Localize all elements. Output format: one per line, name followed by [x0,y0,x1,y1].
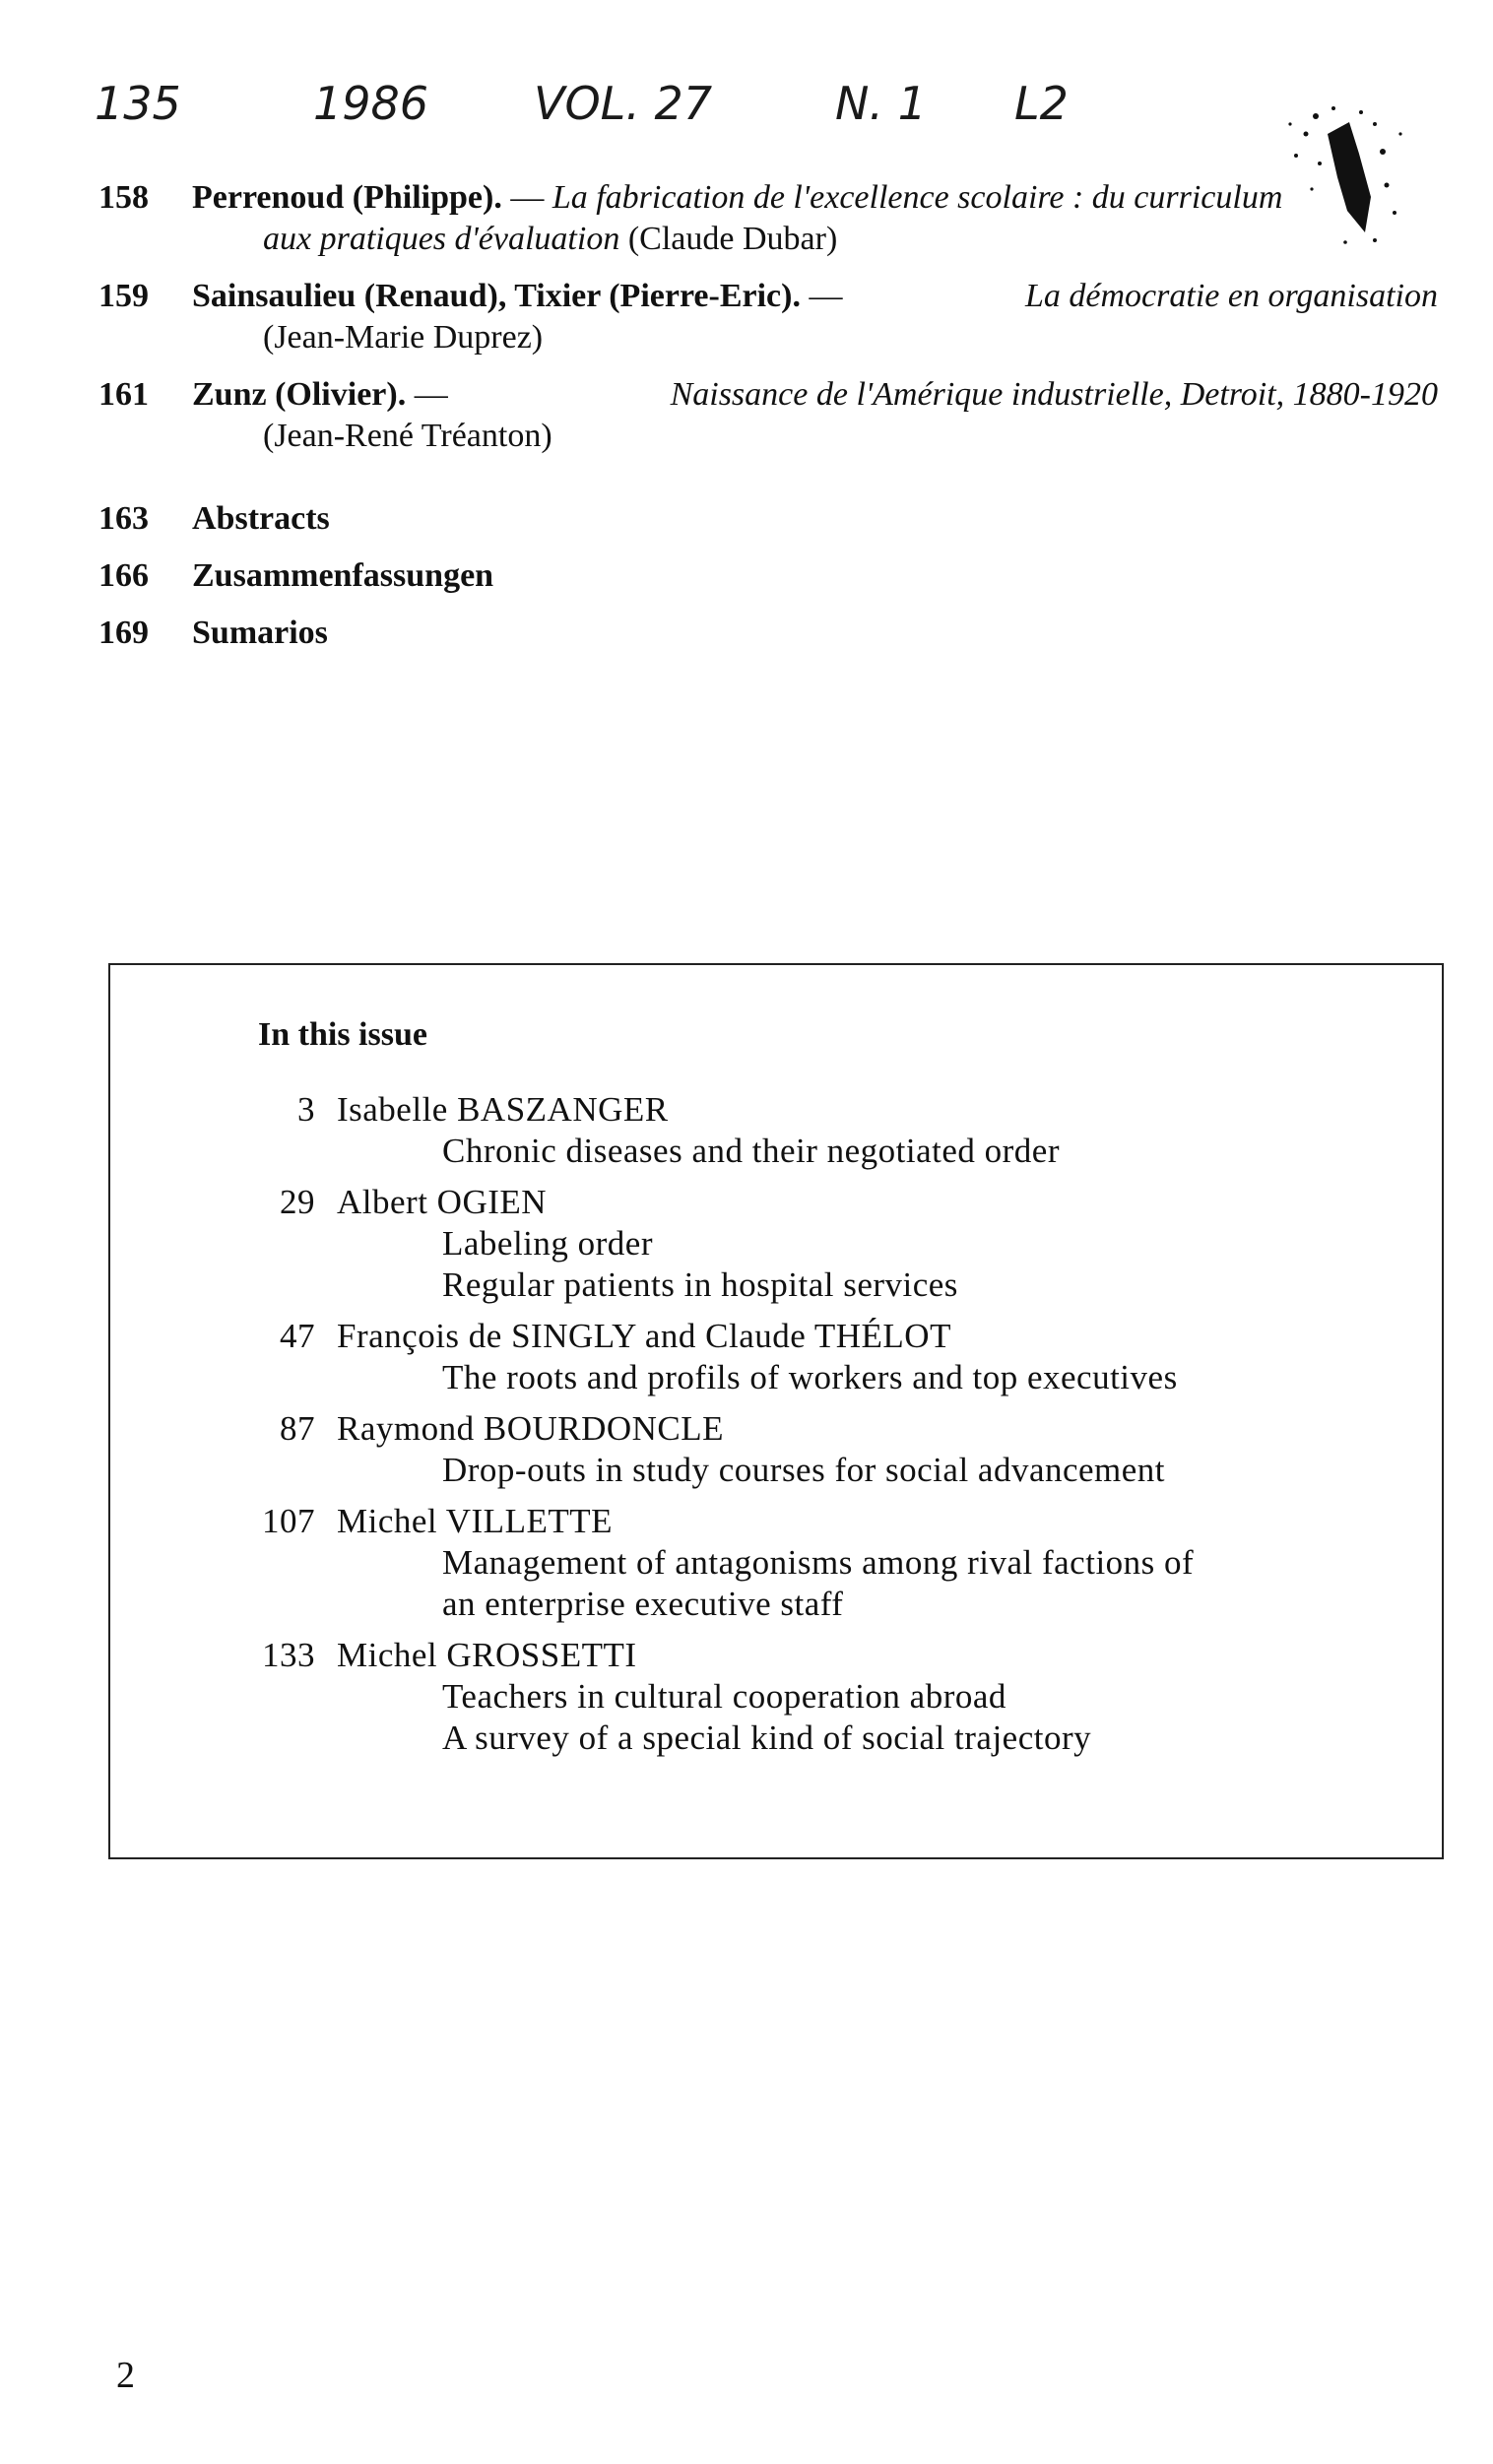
page-number: 2 [116,2355,135,2396]
article-author: Michel VILLETTE [337,1502,613,1540]
entry-dash: — [510,179,545,216]
article-title: Labeling order [442,1224,653,1263]
issue-article [238,1635,1381,1759]
article-title: Chronic diseases and their negotiated order [442,1132,1060,1170]
article-subtitle: Regular patients in hospital services [442,1265,958,1304]
entry-dash: — [809,278,843,314]
contents-entry [98,177,1438,260]
article-title-continued: an enterprise executive staff [442,1585,844,1623]
section-label: Abstracts [192,500,330,537]
issue-article [238,1089,1381,1172]
article-subtitle: A survey of a special kind of social trajectory [442,1718,1092,1757]
article-title: Management of antagonisms among rival factions of [442,1543,1195,1582]
in-this-issue-box [108,963,1444,1859]
issue-article [238,1182,1381,1306]
handwritten-number: 135 [95,77,181,130]
article-author: Isabelle BASZANGER [337,1090,669,1129]
handwritten-year: 1986 [313,77,429,130]
entry-author: Zunz (Olivier). [192,376,407,413]
article-page-number: 3 [297,1090,315,1129]
section-entry [98,555,1438,597]
section-page-number: 163 [98,500,149,537]
article-page-number: 133 [262,1636,315,1674]
table-of-contents [98,177,1438,670]
contents-entry [98,276,1438,358]
article-page-number: 29 [280,1183,315,1221]
entry-page-number: 158 [98,179,149,216]
entry-reviewer: (Jean-René Tréanton) [263,418,552,454]
section-label: Zusammenfassungen [192,557,494,594]
entry-title-continued: aux pratiques d'évaluation [263,221,620,257]
contents-entry [98,374,1438,457]
article-page-number: 107 [262,1502,315,1540]
entry-title: La démocratie en organisation [1025,278,1438,314]
entry-dash: — [414,376,448,413]
article-author: Raymond BOURDONCLE [337,1409,725,1448]
entry-page-number: 159 [98,278,149,314]
article-author: François de SINGLY and Claude THÉLOT [337,1317,951,1355]
article-author: Michel GROSSETTI [337,1636,637,1674]
entry-author: Sainsaulieu (Renaud), Tixier (Pierre-Eric). [192,278,801,314]
article-page-number: 47 [280,1317,315,1355]
entry-author: Perrenoud (Philippe). [192,179,502,216]
article-author: Albert OGIEN [337,1183,548,1221]
in-this-issue-heading: In this issue [258,1016,427,1053]
section-label: Sumarios [192,615,328,651]
article-page-number: 87 [280,1409,315,1448]
section-page-number: 169 [98,615,149,651]
entry-reviewer: (Claude Dubar) [627,221,838,257]
handwritten-volume: VOL. 27 [534,77,713,130]
entry-title: La fabrication de l'excellence scolaire : du curriculum [552,179,1283,216]
section-entry [98,498,1438,540]
article-title: Drop-outs in study courses for social advancement [442,1451,1166,1489]
issue-article [238,1408,1381,1491]
issue-article-list [238,1089,1381,1769]
section-page-number: 166 [98,557,149,594]
entry-page-number: 161 [98,376,149,413]
entry-title: Naissance de l'Amérique industrielle, Detroit, 1880-1920 [670,376,1438,413]
section-entry [98,613,1438,654]
issue-article [238,1316,1381,1398]
issue-article [238,1501,1381,1625]
handwritten-mark: L2 [1014,77,1069,130]
handwritten-issue: N. 1 [835,77,927,130]
article-title: Teachers in cultural cooperation abroad [442,1677,1006,1716]
article-title: The roots and profils of workers and top executives [442,1358,1178,1396]
entry-reviewer: (Jean-Marie Duprez) [263,319,544,356]
